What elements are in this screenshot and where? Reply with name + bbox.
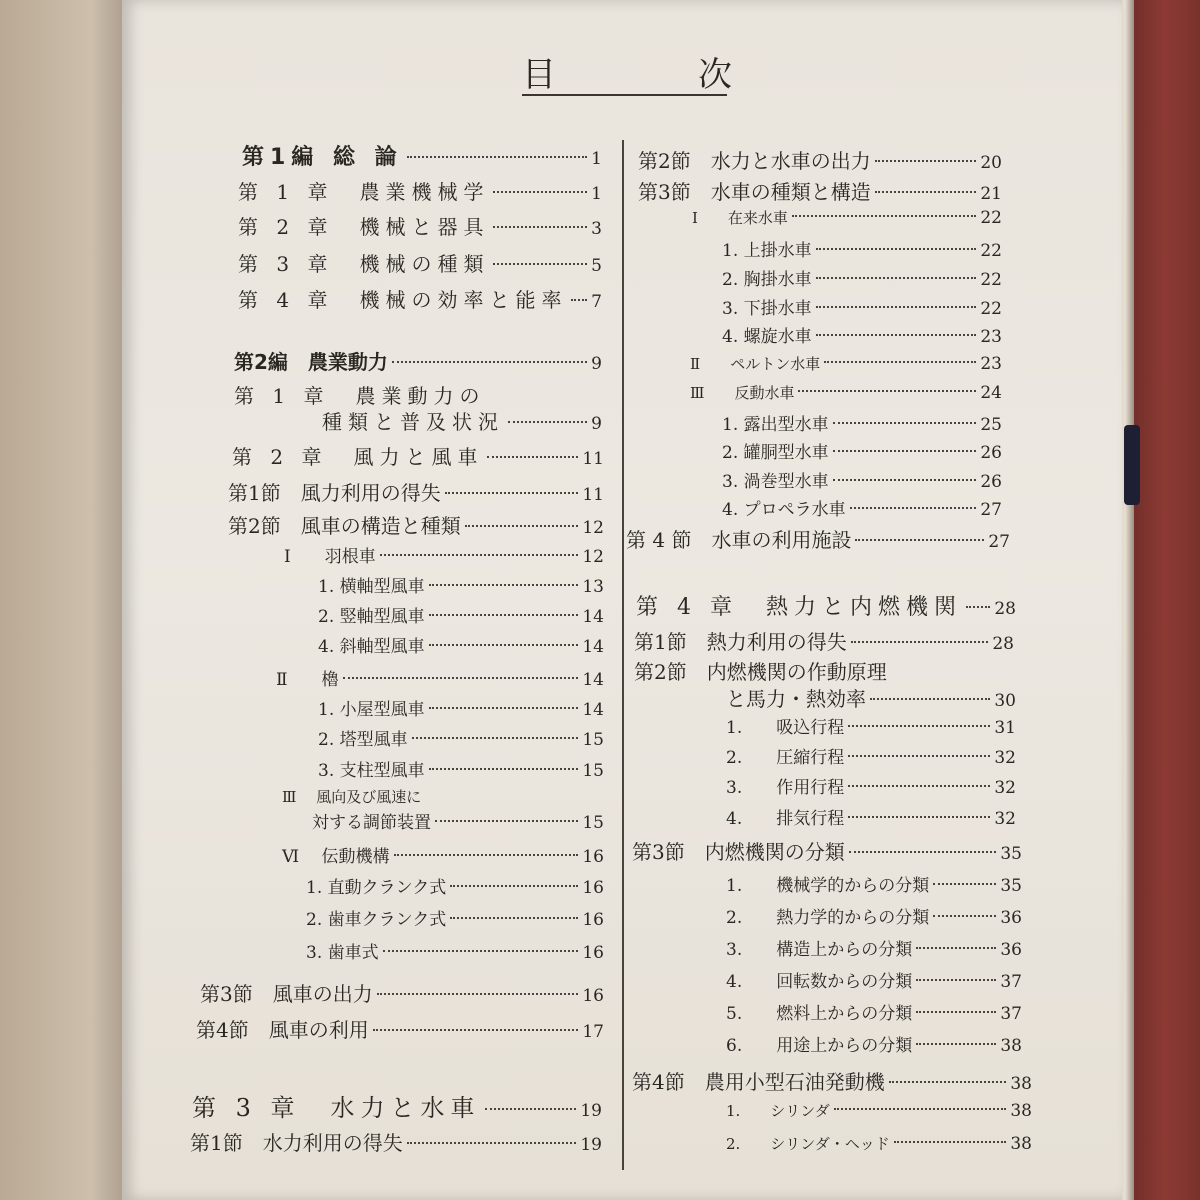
toc-entry (638, 145, 1002, 174)
toc-page-number: 14 (582, 700, 604, 720)
toc-entry-label: 第2節 風車の構造と種類 (228, 514, 461, 538)
toc-entry-label: Ⅲ 反動水車 (690, 384, 795, 402)
toc-entry (232, 441, 604, 470)
toc-leader-dots (407, 1142, 577, 1144)
toc-leader-dots (407, 156, 588, 158)
toc-entry-label: 第3節 内燃機関の分類 (632, 840, 845, 864)
toc-entry-label: 2. 熱力学的からの分類 (726, 908, 930, 928)
toc-entry (282, 786, 604, 807)
toc-entry (192, 1088, 602, 1123)
toc-entry-label: 1. 露出型水車 (722, 415, 829, 435)
toc-page-number: 38 (1010, 1101, 1032, 1121)
toc-entry (722, 438, 1002, 463)
toc-page-number: 38 (1000, 1036, 1022, 1056)
toc-entry-label: 第 4 節 水車の利用施設 (626, 528, 852, 552)
toc-entry-label: Ⅰ 羽根車 (284, 547, 376, 567)
toc-leader-dots (916, 947, 996, 949)
toc-leader-dots (855, 539, 984, 541)
toc-page-number: 32 (994, 809, 1016, 829)
toc-page-number: 5 (591, 256, 602, 276)
toc-entry-label: Ⅱ ペルトン水車 (690, 355, 821, 373)
toc-page-number: 35 (1000, 844, 1022, 864)
toc-page-number: 24 (980, 383, 1002, 403)
toc-leader-dots (966, 606, 990, 608)
toc-entry (632, 836, 1022, 865)
toc-page-number: 14 (582, 607, 604, 627)
toc-entry-label: 2. 竪軸型風車 (318, 607, 425, 627)
toc-entry-label: 第2編 農業動力 (234, 350, 388, 374)
toc-entry (318, 725, 604, 750)
toc-leader-dots (571, 299, 587, 301)
toc-page-number: 12 (582, 518, 604, 538)
toc-entry-label: 第 4 章 熱力と内燃機関 (636, 595, 962, 620)
toc-entry (306, 938, 604, 963)
cover-mark (1124, 425, 1140, 505)
toc-page-number: 20 (980, 153, 1002, 173)
toc-page-number: 12 (582, 547, 604, 567)
toc-page-number: 26 (980, 472, 1002, 492)
toc-leader-dots (394, 854, 579, 856)
toc-leader-dots (383, 950, 579, 952)
toc-entry-label: Ⅱ 櫓 (276, 670, 339, 690)
toc-entry (690, 353, 1002, 374)
toc-entry (726, 713, 1016, 738)
toc-page-number: 36 (1000, 908, 1022, 928)
toc-leader-dots (833, 479, 977, 481)
toc-leader-dots (933, 883, 996, 885)
toc-entry-label: 第 1 章 農業動力の (234, 384, 486, 408)
toc-leader-dots (851, 641, 989, 643)
toc-leader-dots (450, 917, 578, 919)
toc-entry (722, 495, 1002, 520)
toc-page-number: 23 (980, 354, 1002, 374)
toc-leader-dots (493, 226, 587, 228)
toc-entry (634, 626, 1014, 655)
toc-entry-label: 第1節 熱力利用の得失 (634, 630, 847, 654)
toc-page-number: 16 (582, 910, 604, 930)
toc-leader-dots (450, 885, 578, 887)
toc-entry-label: 2. 胸掛水車 (722, 270, 812, 290)
toc-entry (238, 211, 602, 240)
toc-entry (318, 632, 604, 657)
toc-page-number: 23 (980, 327, 1002, 347)
toc-entry (190, 1127, 602, 1156)
toc-entry-label: 1. 上掛水車 (722, 241, 812, 261)
toc-entry (726, 1100, 1032, 1121)
toc-entry-label: 第3節 風車の出力 (200, 982, 373, 1006)
toc-page-number: 38 (1010, 1134, 1032, 1154)
toc-page-number: 28 (992, 634, 1014, 654)
toc-entry (634, 656, 1014, 685)
toc-entry (722, 322, 1002, 347)
toc-entry (282, 842, 604, 867)
toc-entry-label: 第 2 章 風力と風車 (232, 445, 484, 469)
toc-entry-label: 第 2 章 機械と器具 (238, 215, 490, 239)
toc-page-number: 16 (582, 847, 604, 867)
toc-entry-label: 第4節 農用小型石油発動機 (632, 1070, 885, 1094)
toc-page-number: 21 (980, 184, 1002, 204)
toc-page-number: 15 (582, 761, 604, 781)
toc-entry-label: 3. 下掛水車 (722, 299, 812, 319)
toc-page-number: 31 (994, 718, 1016, 738)
toc-entry-label: 3. 構造上からの分類 (726, 940, 913, 960)
toc-entry-label: 第2節 内燃機関の作動原理 (634, 660, 887, 684)
toc-page-number: 28 (994, 599, 1016, 619)
toc-entry (638, 176, 1002, 205)
toc-leader-dots (429, 584, 579, 586)
toc-page-number: 30 (994, 691, 1016, 711)
title-underline (522, 94, 727, 96)
toc-page-number: 32 (994, 778, 1016, 798)
toc-entry (318, 695, 604, 720)
toc-page-number: 11 (582, 449, 604, 469)
toc-title (522, 48, 732, 94)
toc-entry (726, 804, 1016, 829)
toc-entry (726, 773, 1016, 798)
toc-page-number: 1 (591, 184, 602, 204)
toc-leader-dots (833, 422, 977, 424)
toc-leader-dots (894, 1141, 1007, 1143)
toc-entry (636, 590, 1016, 621)
toc-entry-label: 3. 支柱型風車 (318, 761, 425, 781)
toc-leader-dots (380, 554, 579, 556)
toc-page-number: 16 (582, 878, 604, 898)
toc-entry (632, 1066, 1032, 1095)
toc-entry (238, 176, 602, 205)
toc-page-number: 7 (591, 292, 602, 312)
toc-leader-dots (889, 1081, 1007, 1083)
toc-entry (318, 602, 604, 627)
toc-leader-dots (816, 334, 977, 336)
toc-entry (726, 935, 1022, 960)
column-divider (622, 140, 624, 1170)
toc-entry (228, 477, 604, 506)
toc-leader-dots (848, 725, 990, 727)
toc-entry (692, 207, 1002, 228)
toc-entry (726, 1031, 1022, 1056)
book-edge-left (0, 0, 130, 1200)
toc-page-number: 16 (582, 986, 604, 1006)
toc-page-number: 19 (580, 1101, 602, 1121)
toc-leader-dots (824, 361, 976, 363)
toc-page-number: 27 (980, 500, 1002, 520)
toc-entry-label: と馬力・熱効率 (726, 687, 866, 711)
toc-entry-label: 第 3 章 水力と水車 (192, 1094, 481, 1122)
toc-page-number: 14 (582, 670, 604, 690)
toc-page-number: 32 (994, 748, 1016, 768)
toc-leader-dots (487, 456, 578, 458)
toc-entry (200, 978, 604, 1007)
toc-entry (318, 572, 604, 597)
toc-entry (276, 665, 604, 690)
toc-entry-label: Ⅰ 在来水車 (692, 209, 788, 227)
toc-page-number: 27 (988, 532, 1010, 552)
toc-entry-label: 1. 横軸型風車 (318, 577, 425, 597)
toc-leader-dots (465, 525, 579, 527)
toc-entry-label: 2. シリンダ・ヘッド (726, 1135, 890, 1153)
toc-page-number: 9 (591, 354, 602, 374)
toc-entry (722, 410, 1002, 435)
toc-entry-label: Ⅲ 風向及び風速に (282, 788, 422, 806)
toc-leader-dots (343, 677, 579, 679)
toc-page-number: 26 (980, 443, 1002, 463)
toc-entry (234, 380, 602, 409)
toc-entry-label: 第 4 章 機械の効率と能率 (238, 288, 568, 312)
toc-leader-dots (870, 698, 990, 700)
toc-page-number: 3 (591, 219, 602, 239)
toc-entry (196, 1014, 604, 1043)
toc-entry-label: 第 3 章 機械の種類 (238, 252, 490, 276)
toc-entry-label: 1. シリンダ (726, 1102, 830, 1120)
toc-leader-dots (933, 915, 996, 917)
toc-entry-label: 1. 小屋型風車 (318, 700, 425, 720)
toc-entry (228, 510, 604, 539)
toc-leader-dots (508, 421, 587, 423)
toc-entry-label: 3. 歯車式 (306, 943, 379, 963)
toc-entry-label: 2. 罐胴型水車 (722, 443, 829, 463)
toc-entry-label: 4. 排気行程 (726, 809, 845, 829)
toc-entry-label: 4. 斜軸型風車 (318, 637, 425, 657)
toc-entry (234, 346, 602, 375)
toc-entry (726, 967, 1022, 992)
toc-page-number: 16 (582, 943, 604, 963)
toc-entry-label: 1. 機械学的からの分類 (726, 876, 930, 896)
toc-page-number: 14 (582, 637, 604, 657)
toc-entry-label: 第3節 水車の種類と構造 (638, 180, 871, 204)
toc-entry-label: 第4節 風車の利用 (196, 1018, 369, 1042)
toc-entry (726, 743, 1016, 768)
toc-leader-dots (392, 361, 587, 363)
toc-page-number: 1 (591, 149, 602, 169)
toc-entry (238, 248, 602, 277)
toc-page-number: 22 (980, 208, 1002, 228)
toc-entry-label: 2. 圧縮行程 (726, 748, 845, 768)
toc-page-number: 22 (980, 241, 1002, 261)
toc-entry-label: 第1編 総 論 (242, 145, 403, 170)
toc-leader-dots (834, 1108, 1007, 1110)
toc-page-number: 22 (980, 270, 1002, 290)
toc-leader-dots (916, 1043, 996, 1045)
toc-entry (242, 140, 602, 171)
toc-leader-dots (833, 450, 977, 452)
toc-entry (318, 756, 604, 781)
toc-entry (726, 1133, 1032, 1154)
toc-entry (726, 871, 1022, 896)
toc-page-number: 35 (1000, 876, 1022, 896)
toc-title-char-2: 次 (698, 54, 732, 95)
toc-entry-label: 種類と普及状況 (322, 410, 504, 434)
toc-entry (722, 265, 1002, 290)
toc-entry (306, 905, 604, 930)
toc-leader-dots (792, 215, 976, 217)
toc-page-number: 13 (582, 577, 604, 597)
toc-leader-dots (848, 785, 990, 787)
toc-leader-dots (816, 306, 977, 308)
toc-entry-label: 第1節 水力利用の得失 (190, 1131, 403, 1155)
toc-leader-dots (493, 263, 587, 265)
toc-leader-dots (412, 737, 579, 739)
toc-entry-label: 1. 直動クランク式 (306, 878, 447, 898)
toc-leader-dots (429, 644, 579, 646)
toc-leader-dots (848, 755, 990, 757)
toc-entry-label: 3. 渦巻型水車 (722, 472, 829, 492)
toc-leader-dots (377, 993, 579, 995)
toc-leader-dots (798, 390, 976, 392)
toc-leader-dots (875, 160, 977, 162)
toc-page-number: 36 (1000, 940, 1022, 960)
toc-leader-dots (445, 492, 579, 494)
toc-entry (312, 808, 604, 833)
toc-page-number: 22 (980, 299, 1002, 319)
toc-leader-dots (493, 191, 587, 193)
toc-leader-dots (373, 1029, 579, 1031)
toc-leader-dots (429, 614, 579, 616)
toc-entry (722, 467, 1002, 492)
toc-page-number: 15 (582, 730, 604, 750)
toc-entry (726, 683, 1016, 712)
toc-entry-label: 5. 燃料上からの分類 (726, 1004, 913, 1024)
toc-leader-dots (849, 851, 997, 853)
toc-page-number: 37 (1000, 1004, 1022, 1024)
toc-leader-dots (875, 191, 977, 193)
toc-entry-label: Ⅵ 伝動機構 (282, 847, 390, 867)
toc-entry (690, 382, 1002, 403)
toc-page-number: 9 (591, 414, 602, 434)
toc-entry-label: 対する調節装置 (312, 813, 431, 833)
toc-entry (626, 524, 1010, 553)
toc-page-number: 19 (580, 1135, 602, 1155)
toc-entry-label: 第 1 章 農業機械学 (238, 180, 490, 204)
toc-entry (726, 999, 1022, 1024)
toc-entry-label: 4. 螺旋水車 (722, 327, 812, 347)
toc-entry (238, 284, 602, 313)
toc-leader-dots (435, 820, 578, 822)
toc-leader-dots (916, 1011, 996, 1013)
toc-entry-label: 3. 作用行程 (726, 778, 845, 798)
toc-leader-dots (429, 768, 579, 770)
toc-entry-label: 2. 歯車クランク式 (306, 910, 447, 930)
toc-entry (322, 406, 602, 435)
toc-entry-label: 1. 吸込行程 (726, 718, 845, 738)
toc-page (122, 0, 1122, 1200)
toc-leader-dots (916, 979, 996, 981)
toc-entry (726, 903, 1022, 928)
toc-leader-dots (816, 248, 977, 250)
toc-entry-label: 第1節 風力利用の得失 (228, 481, 441, 505)
toc-page-number: 37 (1000, 972, 1022, 992)
toc-page-number: 15 (582, 813, 604, 833)
toc-leader-dots (850, 507, 977, 509)
toc-entry-label: 第2節 水力と水車の出力 (638, 149, 871, 173)
toc-title-char-1: 目 (522, 54, 556, 95)
toc-leader-dots (429, 707, 579, 709)
toc-page-number: 17 (582, 1022, 604, 1042)
toc-leader-dots (485, 1108, 577, 1110)
toc-entry (306, 873, 604, 898)
toc-page-number: 38 (1010, 1074, 1032, 1094)
toc-page-number: 25 (980, 415, 1002, 435)
toc-entry-label: 2. 塔型風車 (318, 730, 408, 750)
toc-entry-label: 6. 用途上からの分類 (726, 1036, 913, 1056)
toc-page-number: 11 (582, 485, 604, 505)
toc-entry (722, 236, 1002, 261)
toc-entry-label: 4. プロペラ水車 (722, 500, 846, 520)
toc-entry (284, 542, 604, 567)
toc-leader-dots (816, 277, 977, 279)
toc-leader-dots (848, 816, 990, 818)
toc-entry-label: 4. 回転数からの分類 (726, 972, 913, 992)
toc-entry (722, 294, 1002, 319)
